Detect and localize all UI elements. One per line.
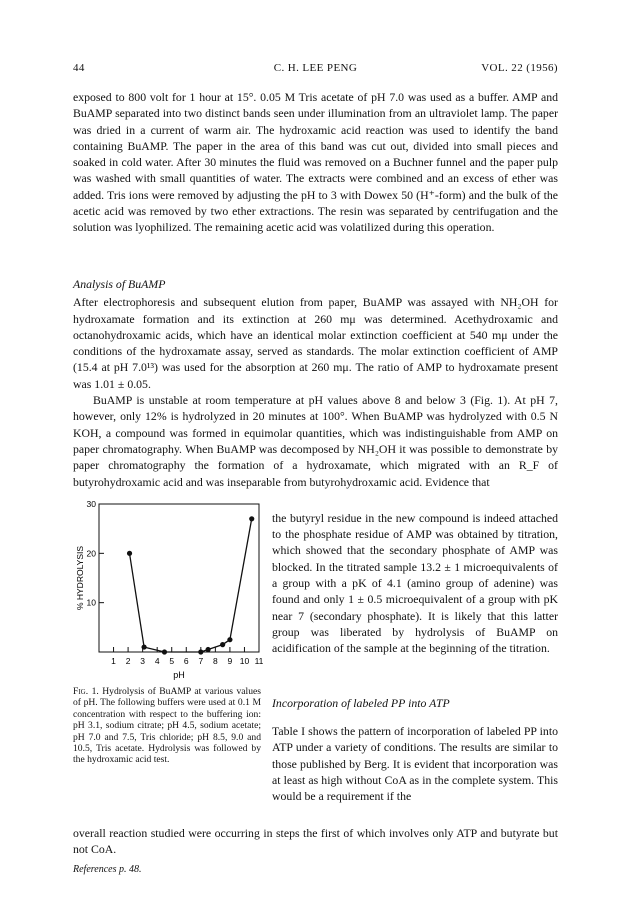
x-tick-label: 5 — [169, 656, 175, 666]
body-text-bottom — [73, 825, 558, 858]
data-point — [141, 644, 146, 649]
data-point — [198, 649, 203, 654]
paragraph-analysis: After electrophoresis and subsequent elution from paper, BuAMP was assayed with NH₂OH for hydroxamate formation and its extinction at 260 mμ was determined. Acethydroxamic and octanohydroxamic acids, which have an identical molar extinction coefficient at 540 mμ under the conditions of the hydroxamate assay, served as standards. The molar extinction coefficient of AMP (15.4 at pH 7.0¹³) was used for the absorption at 260 mμ. The ratio of AMP to hydroxamate present was 1.01 ± 0.05. — [73, 295, 558, 391]
data-points — [127, 516, 254, 654]
running-title: C. H. LEE PENG — [273, 62, 358, 74]
x-tick-label: 2 — [125, 656, 131, 666]
hydrolysis-chart-svg — [73, 498, 268, 682]
y-tick-label: 30 — [86, 499, 96, 509]
body-text-incorporation — [272, 689, 558, 816]
data-point — [249, 516, 254, 521]
data-point — [162, 649, 167, 654]
paragraph-incorporation: Table I shows the pattern of incorporation of labeled PP into ATP under a variety of conditions. The results are similar to those published by Berg. It is evident that incorporation was at least as high without CoA as in the complete system. This would be a requirement if the — [272, 724, 558, 804]
data-point — [220, 642, 225, 647]
x-tick-label: 6 — [183, 656, 189, 666]
paragraph-stability: BuAMP is unstable at room temperature at pH values above 8 and below 3 (Fig. 1). At pH 7, however, only 12% is hydrolyzed in 20 minutes at 100°. When BuAMP was hydrolyzed with 0.5 N KOH, a compound was formed in equimolar quantities, which was indistinguishable from AMP on paper chromatography. When BuAMP was decomposed by NH₂OH it was possible to demonstrate by paper chromatography the formation of a hydroxamate, which migrated with an R_F of butyrohydroxamic acid and was inseparable from butyrohydroxamic acid. Evidence that — [73, 393, 558, 489]
data-point — [227, 637, 232, 642]
x-tick-label: 8 — [212, 656, 218, 666]
y-tick-label: 20 — [86, 548, 96, 559]
paragraph-titration: the butyryl residue in the new compound is indeed attached to the phosphate residue of AMP was obtained by titration, which showed that the secondary phosphate of AMP was blocked. In the titrated sample 13.2 ± 1 microequivalents of a group with a pK of 4.1 (amino group of adenine) was found and only 1 ± 0.5 microequivalent of a group with pK near 7 (secondary phosphate). It is likely that this latter group was liberated by hydrolysis of BuAMP on acidification of the sample at the beginning of the titration. — [272, 510, 558, 656]
x-tick-label: 7 — [198, 656, 204, 666]
figure-caption — [73, 686, 261, 766]
x-axis-ticks — [111, 647, 264, 666]
x-tick-label: 4 — [154, 656, 160, 666]
body-text-analysis — [73, 270, 558, 490]
references-note: References p. 48. — [73, 864, 142, 875]
data-point — [127, 551, 132, 556]
y-axis-ticks — [87, 499, 104, 608]
section-heading-analysis: Analysis of BuAMP — [73, 277, 166, 291]
page-header — [73, 62, 558, 76]
caption-text: Hydrolysis of BuAMP at various values of pH. The following buffers were used at 0.1 M concentration with respect to the buffering ion: pH 3.1, sodium citrate; pH 4.5, sodium acetate; pH 7.0 and 7.5, Tris chloride; pH 8.5, 9.0 and 10.5, Tris acetate. Hydrolysis was followed by the hydroxamic acid test. — [73, 686, 261, 766]
plot-frame — [99, 504, 259, 652]
paragraph-conclusion: overall reaction studied were occurring in steps the first of which involves only ATP and butyrate but not CoA. — [73, 826, 558, 857]
figure-hydrolysis-chart — [73, 498, 268, 682]
y-axis-label: % HYDROLYSIS — [75, 545, 85, 611]
x-tick-label: 10 — [239, 656, 250, 666]
y-tick-label: 10 — [86, 597, 96, 608]
x-tick-label: 11 — [254, 656, 264, 666]
body-text-right-column — [272, 498, 558, 668]
volume-label: VOL. 22 (1956) — [481, 62, 558, 74]
section-heading-incorporation: Incorporation of labeled PP into ATP — [272, 696, 450, 710]
caption-label: Fig. 1. — [73, 686, 99, 697]
paragraph-methods: exposed to 800 volt for 1 hour at 15°. 0.05 M Tris acetate of pH 7.0 was used as a buffer. AMP and BuAMP separated into two distinct bands seen under illumination from an ultraviolet lamp. The paper was dried in a current of warm air. The hydroxamic acid reaction was used to identify the band containing BuAMP. The paper in the area of this band was cut out, divided into small pieces and soaked in cold water. After 30 minutes the fluid was removed on a Buchner funnel and the paper pulp was washed with small quantities of water. The extracts were combined and an excess of ether was added. Tris ions were removed by adjusting the pH to 3 with Dowex 50 (H⁺-form) and the bulk of the acetic acid was removed by two ether extractions. The resin was separated by centrifugation and the solution was lyophilized. The remaining acetic acid was volatilized during this operation. — [73, 90, 558, 235]
hydrolysis-curve — [130, 519, 252, 652]
x-axis-label: pH — [173, 670, 185, 680]
x-tick-label: 9 — [227, 656, 233, 666]
body-text-top — [73, 89, 558, 236]
x-tick-label: 3 — [140, 656, 146, 666]
x-tick-label: 1 — [111, 656, 116, 666]
page-number: 44 — [73, 62, 85, 74]
data-point — [205, 647, 210, 652]
